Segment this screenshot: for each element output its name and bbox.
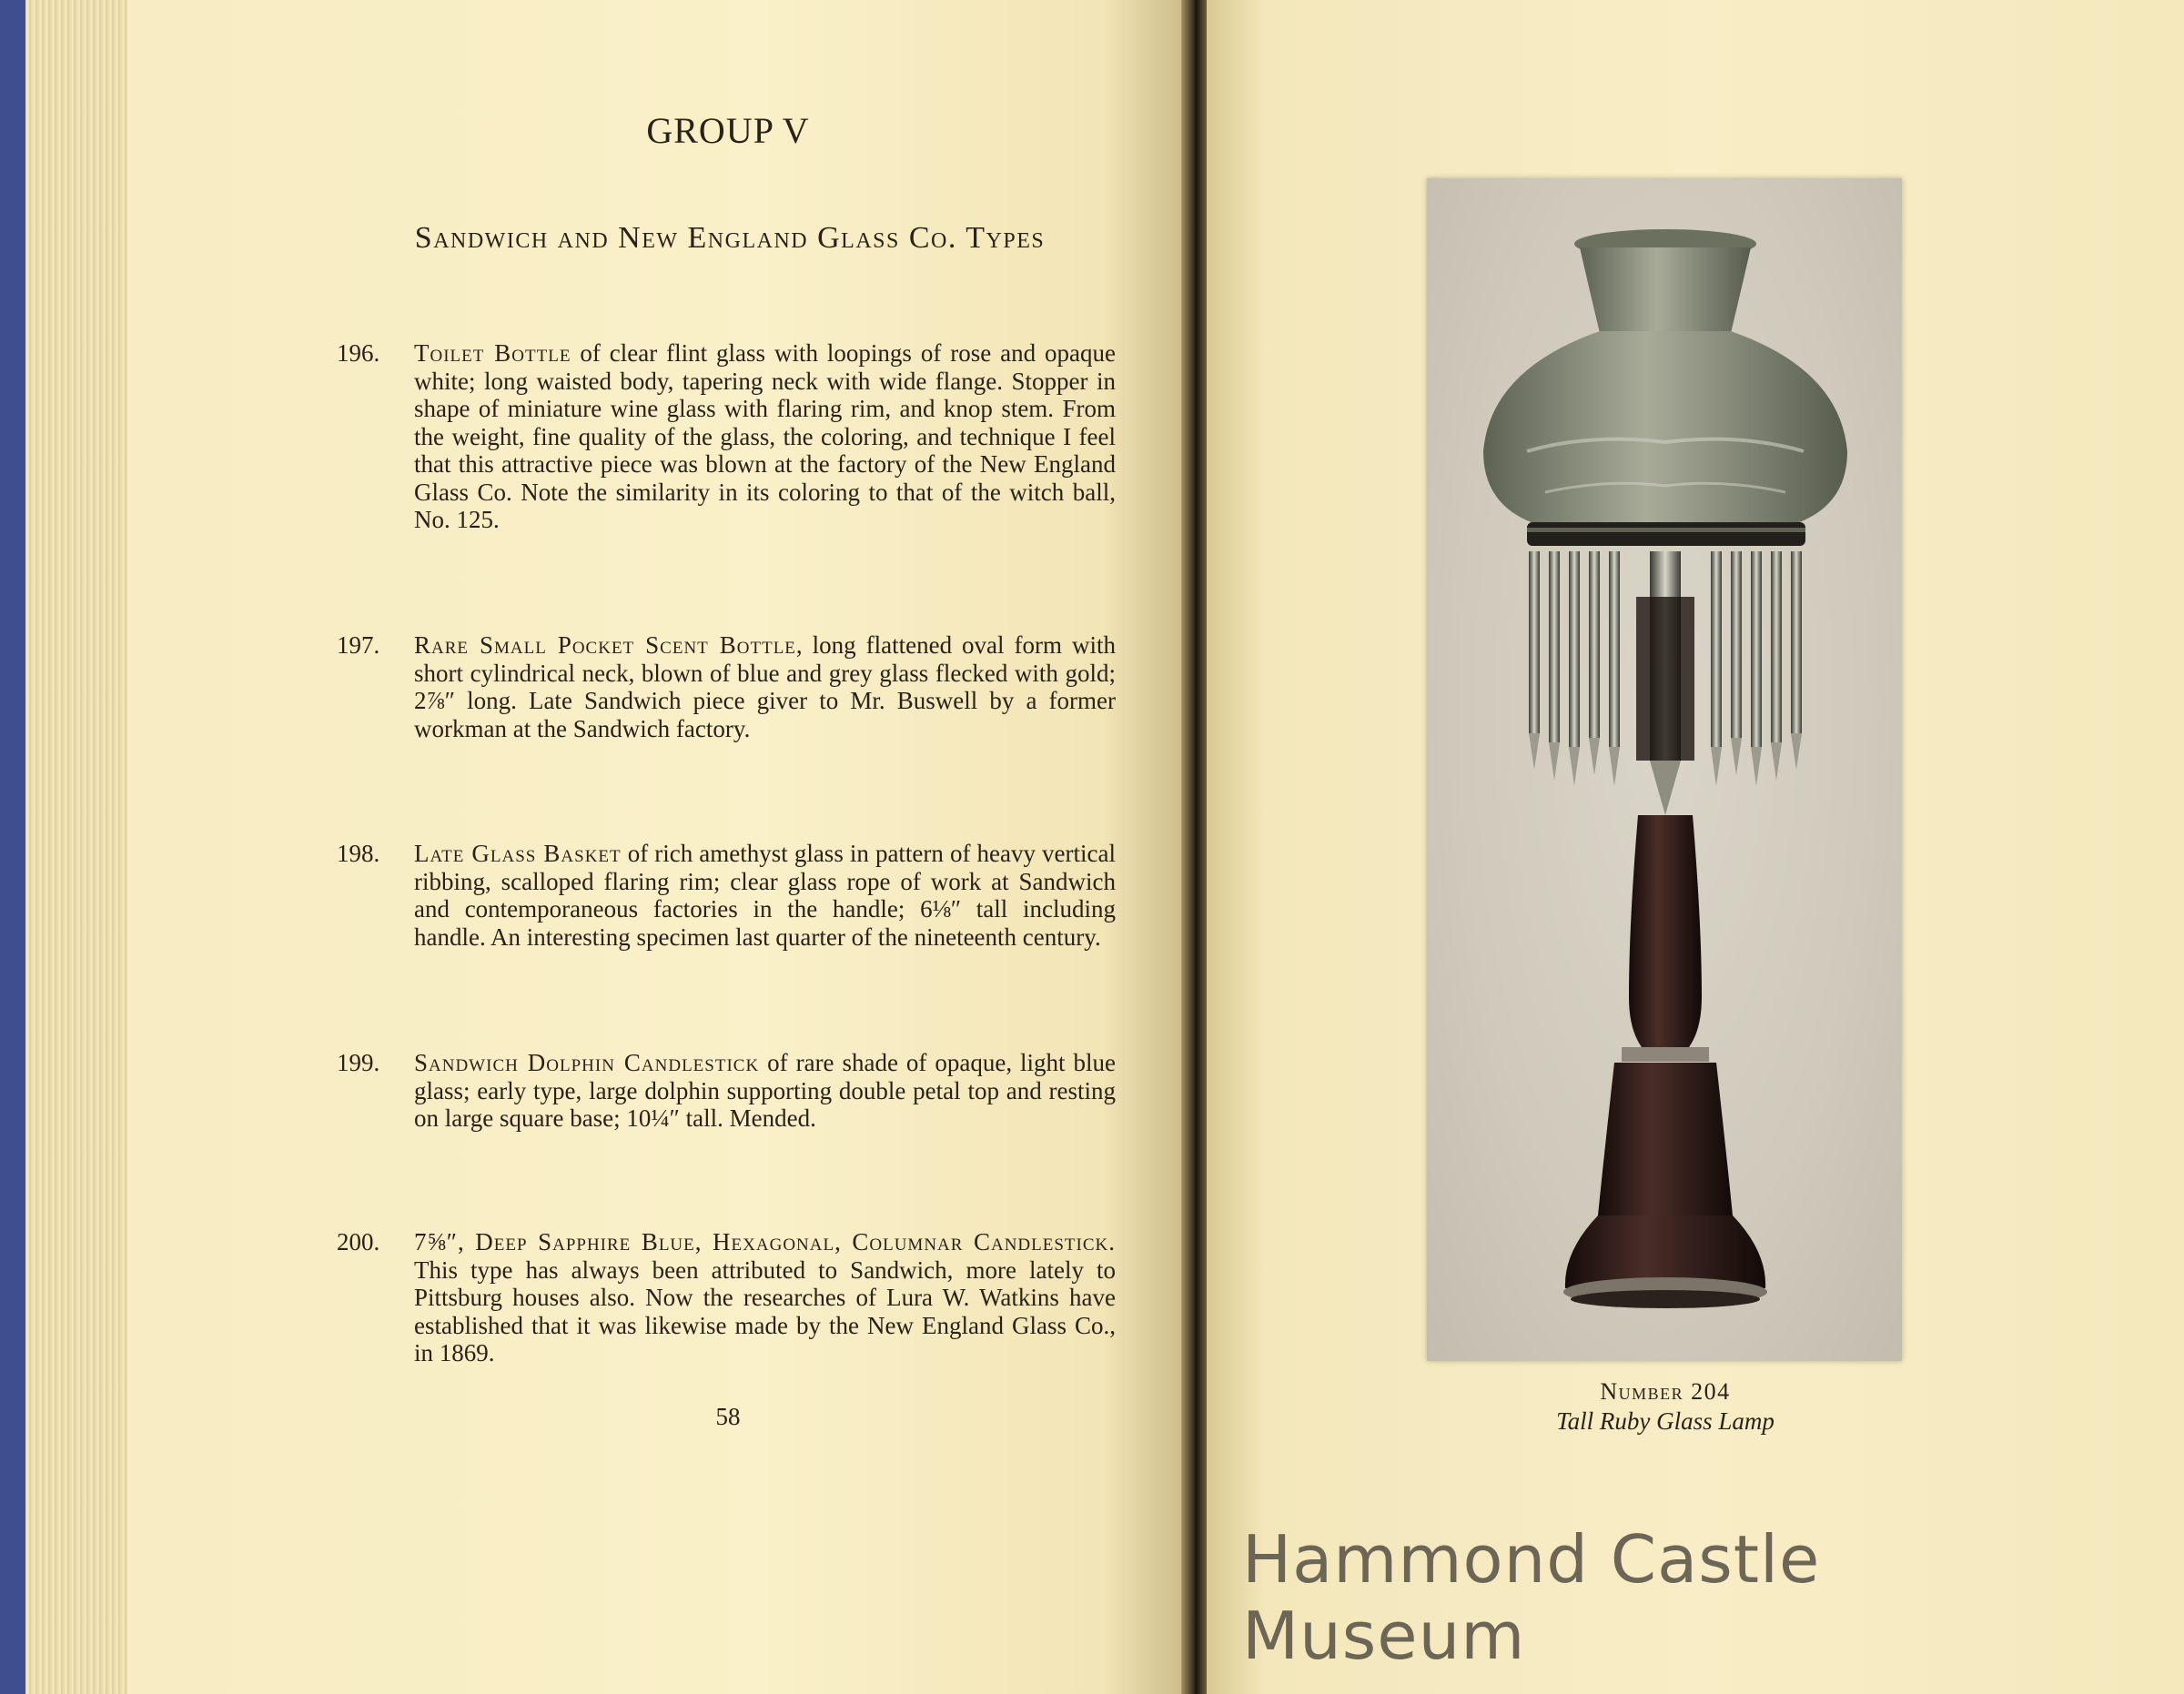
catalog-entry-200 [337, 1228, 1116, 1367]
caption-title: Tall Ruby Glass Lamp [1556, 1407, 1774, 1435]
watermark: Hammond Castle Museum [1242, 1521, 1821, 1674]
book-gutter [1181, 0, 1208, 1694]
entry-description: of rich amethyst glass in pattern of heavy vertical ribbing, scalloped flaring rim; clear glass rope of work at Sandwich and contemporaneous factories in the handle; 6⅛″ tall including handle. An interesting specimen last quarter of the nineteenth century. [414, 840, 1116, 951]
entry-title: 7⅝″, Deep Sapphire Blue, Hexagonal, Columnar Candlestick. [414, 1228, 1116, 1255]
entry-number: 196. [337, 339, 380, 367]
entry-title: Toilet Bottle [414, 339, 571, 367]
group-heading: GROUP V [646, 110, 810, 151]
entry-number: 197. [337, 631, 380, 659]
catalog-entry-198 [337, 840, 1116, 951]
entry-description: , long flattened oval form with short cylindrical neck, blown of blue and grey glass flecked with gold; 2⅞″ long. Late Sandwich piece giver to Mr. Buswell by a former workman at the Sandwich factory. [414, 631, 1116, 742]
entry-description: of clear flint glass with loopings of rose and opaque white; long waisted body, tapering neck with wide flange. Stopper in shape of miniature wine glass with flaring rim, and knop stem. From the weight, fine quality of the glass, the coloring, and technique I feel that this attractive piece was blown at the factory of the New England Glass Co. Note the similarity in its coloring to that of the witch ball, No. 125. [414, 339, 1116, 533]
entry-description: of rare shade of opaque, light blue glass; early type, large dolphin supporting double petal top and resting on large square base; 10¼″ tall. Mended. [414, 1049, 1116, 1132]
section-heading: Sandwich and New England Glass Co. Types [414, 221, 1046, 255]
entry-number: 198. [337, 840, 380, 867]
entry-title: Rare Small Pocket Scent Bottle [414, 631, 796, 659]
catalog-entry-199 [337, 1049, 1116, 1133]
ruby-glass-lamp-illustration [1427, 178, 1902, 1361]
page-number: 58 [715, 1403, 741, 1430]
catalog-entry-196 [337, 339, 1116, 534]
lamp-photograph [1427, 178, 1902, 1361]
entry-number: 199. [337, 1049, 380, 1076]
entry-title: Sandwich Dolphin Candlestick [414, 1049, 760, 1076]
caption-number: Number 204 [1600, 1378, 1731, 1405]
entry-description: This type has always been attributed to Sandwich, more lately to Pittsburg houses also. Now the researches of Lura W. Watkins have established that it was likewise made by the New England Glass Co., in 1869. [414, 1255, 1116, 1366]
entry-number: 200. [337, 1228, 380, 1255]
page-edges [25, 0, 127, 1694]
entry-title: Late Glass Basket [414, 840, 622, 867]
catalog-entry-197 [337, 631, 1116, 742]
